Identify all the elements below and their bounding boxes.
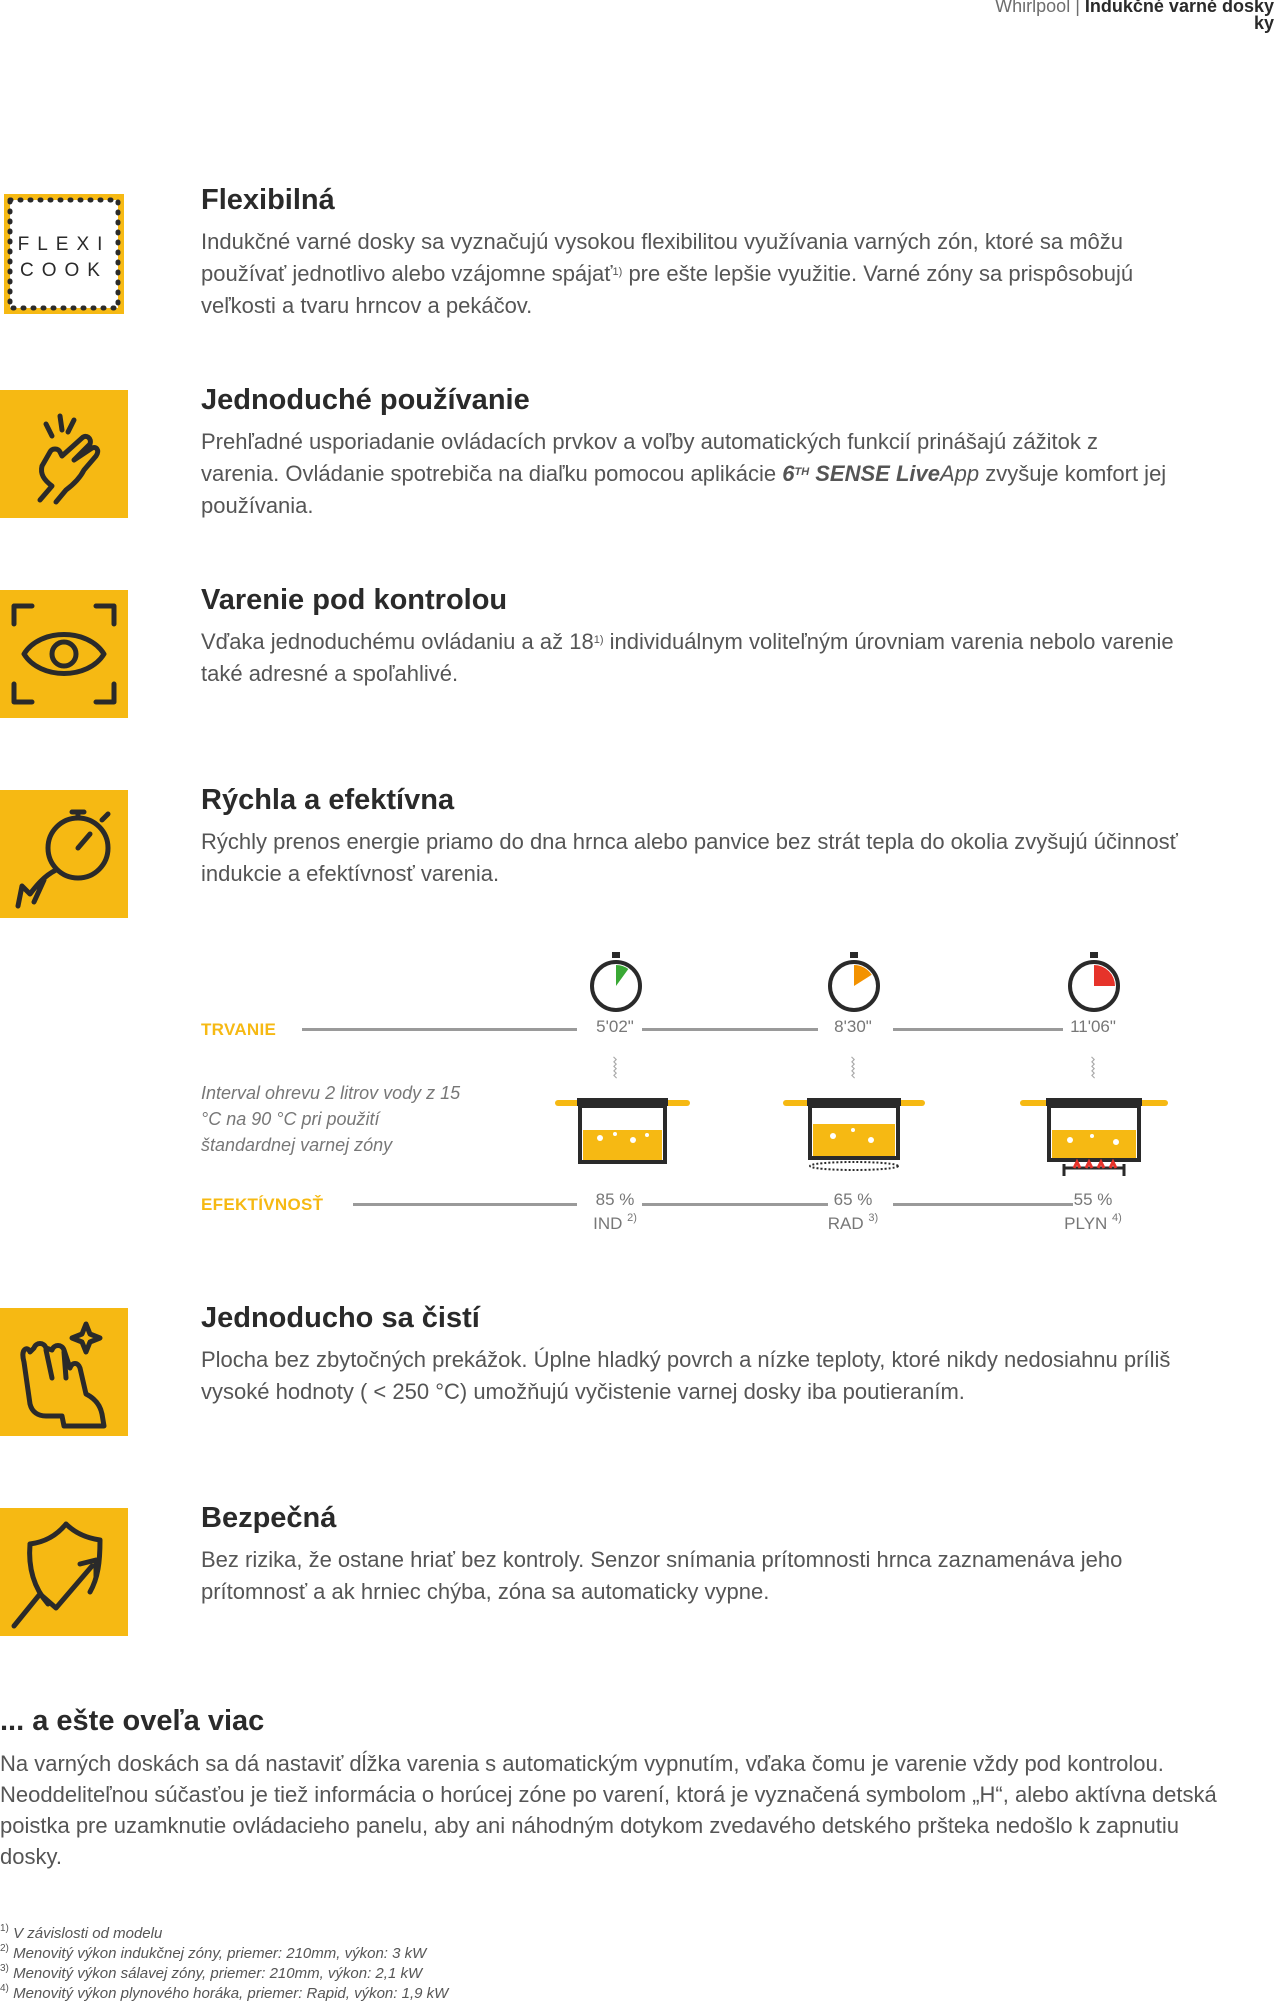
section-text-easy-use: Prehľadné usporiadanie ovládacích prvkov a voľby automatických funkcií prinášajú zážitok z varenia. Ovládanie spotrebiča na diaľku pomocou aplikácie 6TH SENSE LiveApp zvyšuje komfort jej používania. [201, 429, 1167, 518]
section-title-easy-use: Jednoduché používanie [201, 384, 530, 416]
more-title: ... a ešte oveľa viac [0, 1705, 265, 1737]
timer-icon [1063, 952, 1125, 1014]
efficiency-line [353, 1203, 577, 1206]
hob-type: RAD $^{3)}$ [827, 1212, 879, 1233]
efficiency-line [642, 1203, 828, 1206]
steam-icon: ⦚ [1090, 1053, 1096, 1084]
section-text-flexible: Indukčné varné dosky sa vyznačujú vysokou flexibilitou využívania varných zón, ktoré sa môžu používať jednotlivo alebo vzájomne spájať$^{1)}$ pre ešte lepšie využitie. Varné zóny sa prispôsobujú veľkosti a tvaru hrncov a pekáčov. [201, 229, 1134, 318]
svg-text:FLEXI: FLEXI [17, 234, 111, 255]
hob-type: IND $^{2)}$ [593, 1212, 637, 1233]
hand-touch-icon [0, 390, 128, 518]
pot-radiant-icon [783, 1090, 925, 1172]
efficiency-label: EFEKTÍVNOSŤ [201, 1195, 324, 1214]
duration-line [302, 1028, 577, 1031]
section-text-cleaning: Plocha bez zbytočných prekážok. Úplne hladký povrch a nízke teploty, ktoré nikdy nedosiahnu príliš vysoké hodnoty ( < 250 °C) umožňujú vyčistenie varnej dosky iba poutieraním. [201, 1347, 1171, 1404]
section-title-fast: Rýchla a efektívna [201, 784, 455, 816]
timer-icon [585, 952, 647, 1014]
header-title: Indukčné varné dosky [1084, 0, 1274, 16]
footnote: $^{2)}$ Menovitý výkon indukčnej zóny, priemer: 210mm, výkon: 3 kW [0, 1943, 427, 1962]
brand-name: Whirlpool [995, 0, 1071, 16]
steam-icon: ⦚ [850, 1053, 856, 1084]
timer-icon [823, 952, 885, 1014]
footnote: $^{4)}$ Menovitý výkon plynového horáka, priemer: Rapid, výkon: 1,9 kW [0, 1983, 449, 2002]
clean-hand-icon [0, 1308, 128, 1436]
duration-value: 5'02" [596, 1017, 634, 1036]
duration-line [893, 1028, 1063, 1031]
header-separator: | [1075, 0, 1080, 16]
section-text-safe: Bez rizika, že ostane hriať bez kontroly. Senzor snímania prítomnosti hrnca zaznamenáva jeho prítomnosť a ak hrniec chýba, zóna sa automaticky vypne. [201, 1547, 1123, 1604]
duration-label: TRVANIE [201, 1020, 277, 1039]
section-title-control: Varenie pod kontrolou [201, 584, 508, 616]
eye-focus-icon [0, 590, 128, 718]
section-title-flexible: Flexibilná [201, 184, 335, 216]
section-title-safe: Bezpečná [201, 1502, 337, 1534]
stopwatch-icon [0, 790, 128, 918]
duration-value: 11'06" [1070, 1017, 1116, 1036]
more-text: Na varných doskách sa dá nastaviť dĺžka varenia s automatickým vypnutím, vďaka čomu je varenie vždy pod kontrolou. Neoddeliteľnou súčasťou je tiež informácia o horúcej zóne po varení, ktorá je vyznačená symbolom „H“, alebo aktívna detská poistka pre uzamknutie ovládacieho panelu, aby ani náhodným dotykom zvedavého detského pršteka nedošlo k zapnutiu dosky. [0, 1751, 1217, 1869]
efficiency-value: 55 % [1073, 1190, 1113, 1209]
header-title-wrap: ky [1253, 13, 1274, 33]
efficiency-value: 85 % [595, 1190, 635, 1209]
efficiency-value: 65 % [833, 1190, 873, 1209]
section-text-fast: Rýchly prenos energie priamo do dna hrnca alebo panvice bez strát tepla do okolia zvyšujú účinnosť indukcie a efektívnosť varenia. [201, 829, 1178, 886]
footnote: $^{3)}$ Menovitý výkon sálavej zóny, priemer: 210mm, výkon: 2,1 kW [0, 1963, 423, 1982]
hob-type: PLYN $^{4)}$ [1064, 1212, 1122, 1233]
pot-induction-icon [555, 1090, 690, 1170]
section-text-control: Vďaka jednoduchému ovládaniu a až 18$^{1)}$ individuálnym voliteľným úrovniam varenia nebolo varenie také adresné a spoľahlivé. [201, 629, 1174, 686]
header-line-2 [995, 15, 1274, 32]
svg-text:COOK: COOK [20, 260, 108, 281]
duration-line [642, 1028, 818, 1031]
duration-value: 8'30" [834, 1017, 872, 1036]
steam-icon: ⦚ [612, 1053, 618, 1084]
section-title-cleaning: Jednoducho sa čistí [201, 1302, 480, 1334]
flexi-cook-icon [0, 190, 128, 318]
pot-gas-icon [1020, 1090, 1168, 1182]
heating-note: Interval ohrevu 2 litrov vody z 15 °C na 90 °C pri použití štandardnej varnej zóny [201, 1083, 461, 1155]
header-line-1 [995, 0, 1274, 15]
safety-shield-icon [0, 1508, 128, 1636]
page-header [995, 0, 1274, 32]
footnote: $^{1)}$ V závislosti od modelu [0, 1923, 163, 1942]
